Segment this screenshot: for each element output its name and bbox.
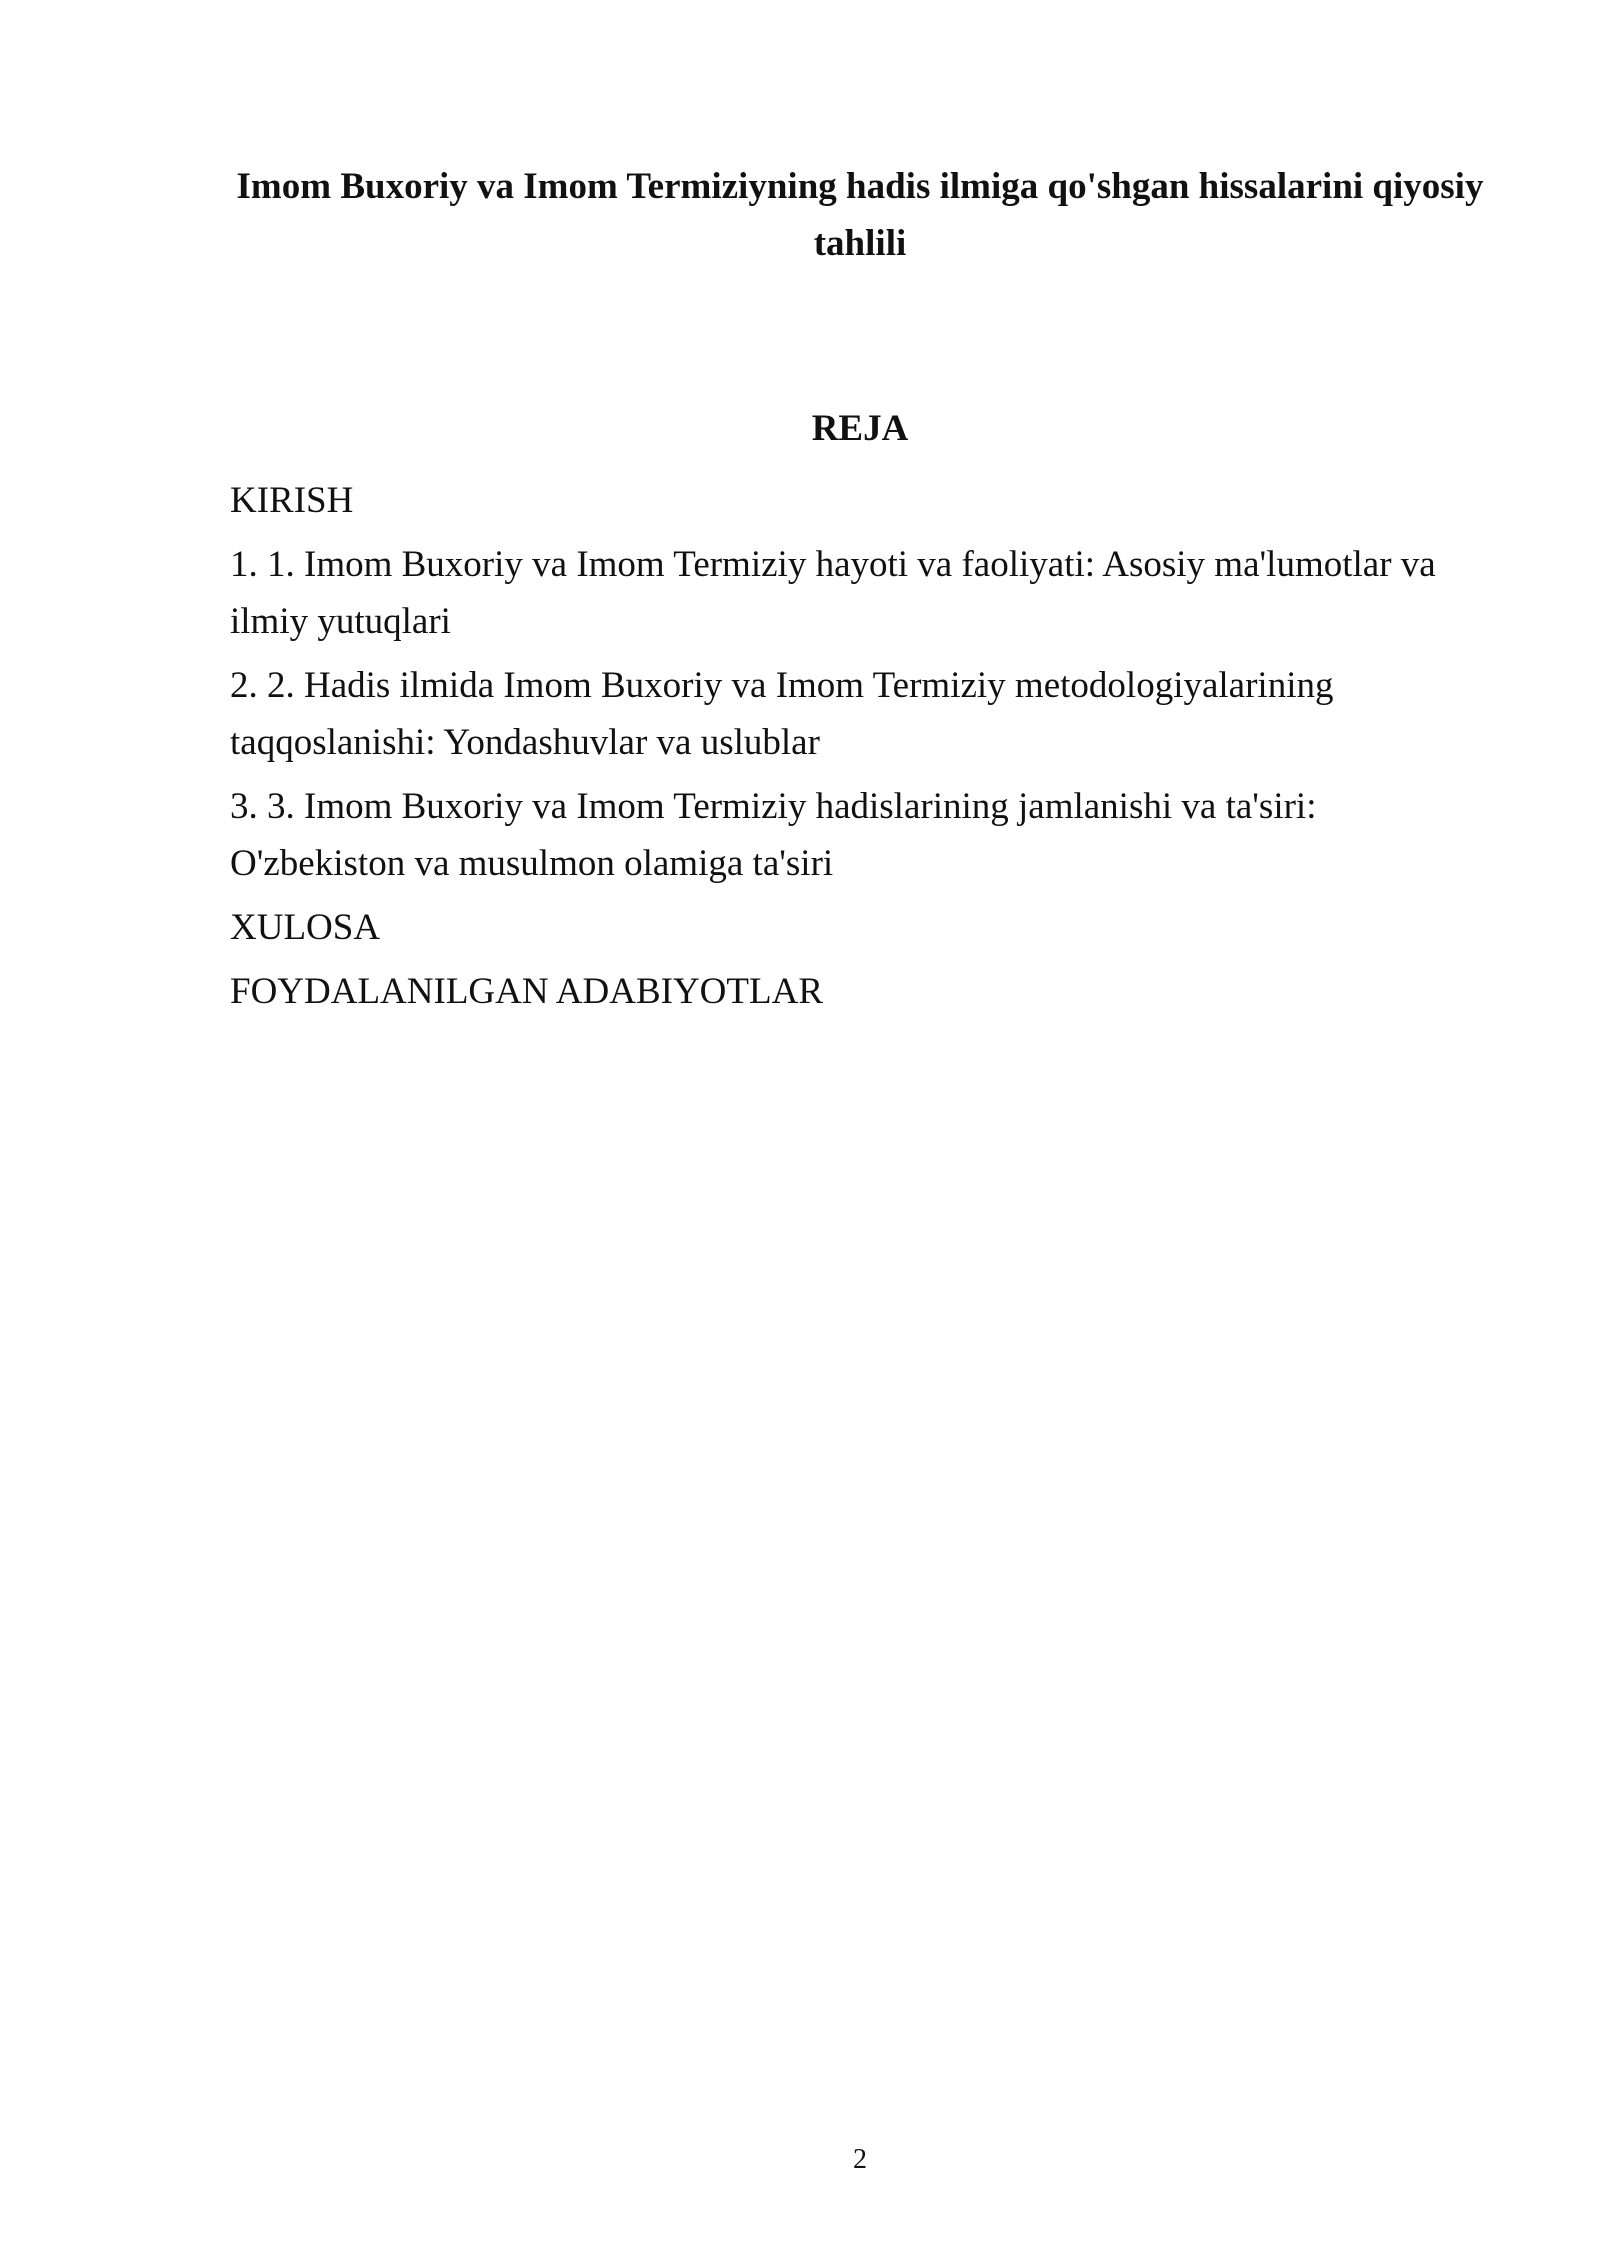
toc-item-chapter-2: 2. 2. Hadis ilmida Imom Buxoriy va Imom Termiziy metodologiyalarining taqqoslanishi: Yondashuvlar va uslublar [230,665,1334,763]
toc-item-chapter-3: 3. 3. Imom Buxoriy va Imom Termiziy hadislarining jamlanishi va ta'siri: O'zbekiston va musulmon olamiga ta'siri [230,786,1317,884]
toc-item-chapter-1: 1. 1. Imom Buxoriy va Imom Termiziy hayoti va faoliyati: Asosiy ma'lumotlar va ilmiy yutuqlari [230,544,1436,642]
toc-item-references: FOYDALANILGAN ADABIYOTLAR [230,971,823,1012]
page-number: 2 [853,2144,867,2175]
table-of-contents [230,472,1475,1027]
toc-item-conclusion: XULOSA [230,907,381,948]
document-title: Imom Buxoriy va Imom Termiziyning hadis ilmiga qo'shgan hissalarini qiyosiy tahlili [236,166,1484,264]
toc-item-introduction: KIRISH [230,480,354,521]
plan-heading: REJA [811,408,909,449]
